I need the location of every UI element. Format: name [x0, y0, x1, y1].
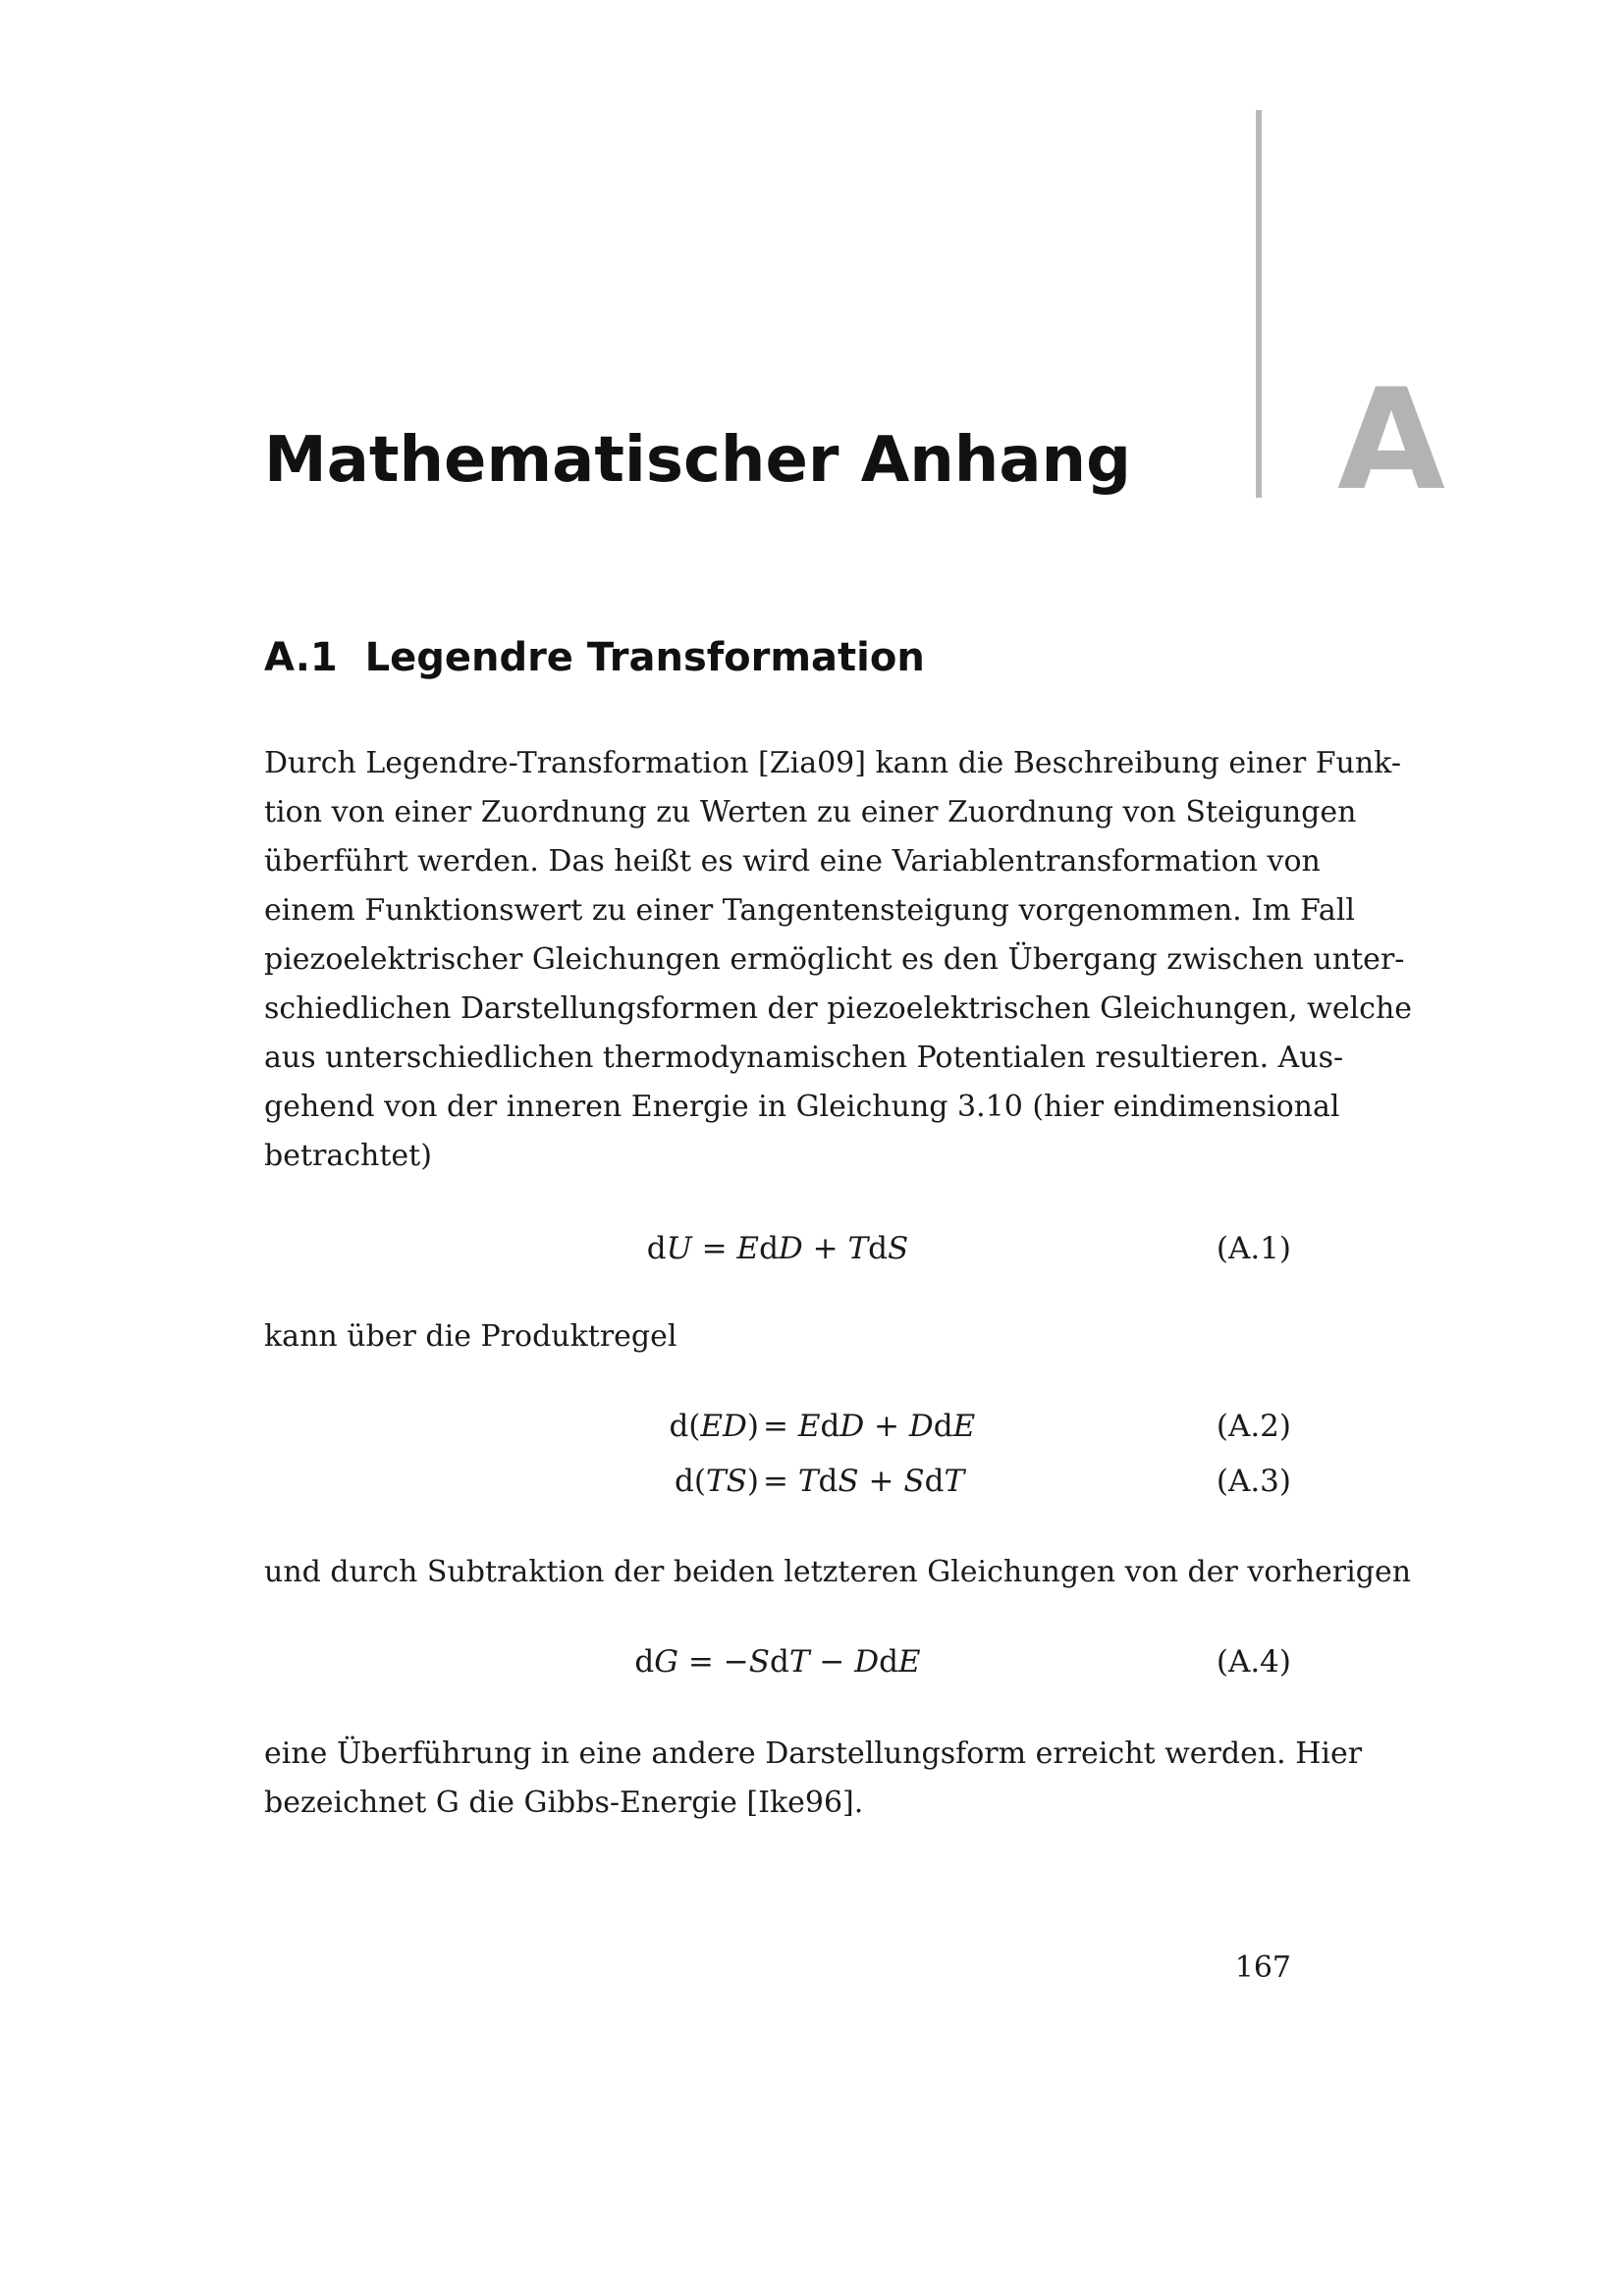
section-heading — [264, 626, 1295, 689]
paragraph-product-rule — [264, 1312, 1291, 1362]
text-line: überführt werden. Das heißt es wird eine Variablentransformation von — [264, 844, 1321, 879]
text-line: betrachtet) — [264, 1139, 432, 1173]
paragraph-conclusion — [264, 1730, 1363, 1828]
equation-body: dU = EdD + TdS — [646, 1231, 909, 1266]
text-line: tion von einer Zuordnung zu Werten zu einer Zuordnung von Steigungen — [264, 795, 1357, 829]
text-line: bezeichnet G die Gibbs-Energie [Ike96]. — [264, 1786, 864, 1820]
page-number: 167 — [1234, 1950, 1291, 1985]
paragraph-intro — [264, 739, 1413, 1181]
equation-a3 — [264, 1456, 1291, 1507]
text-line: kann über die Produktregel — [264, 1319, 677, 1354]
equation-number: (A.1) — [1216, 1231, 1291, 1266]
equation-body: dG = −SdT − DdE — [634, 1644, 921, 1680]
equation-a4 — [264, 1636, 1291, 1687]
text-line: einem Funktionswert zu einer Tangentensteigung vorgenommen. Im Fall — [264, 893, 1355, 928]
equation-lhs: d(TS) — [675, 1464, 759, 1499]
text-line: piezoelektrischer Gleichungen ermöglicht es den Übergang zwischen unter- — [264, 942, 1405, 977]
section-number: A.1 — [264, 635, 338, 680]
equation-number: (A.3) — [1216, 1464, 1291, 1499]
text-line: eine Überführung in eine andere Darstellungsform erreicht werden. Hier — [264, 1736, 1363, 1771]
equation-number: (A.4) — [1216, 1644, 1291, 1680]
text-line: schiedlichen Darstellungsformen der piezoelektrischen Gleichungen, welche — [264, 991, 1413, 1026]
equation-rhs: = TdS + SdT — [763, 1464, 965, 1499]
text-line: aus unterschiedlichen thermodynamischen Potentialen resultieren. Aus- — [264, 1041, 1344, 1075]
text-line: Durch Legendre-Transformation [Zia09] kann die Beschreibung einer Funk- — [264, 746, 1401, 780]
section-title: Legendre Transformation — [364, 635, 925, 680]
chapter-letter: A — [1337, 359, 1445, 521]
equation-rhs: = EdD + DdE — [763, 1409, 976, 1444]
equation-a2 — [264, 1401, 1291, 1452]
equation-a1 — [264, 1223, 1291, 1274]
text-line: gehend von der inneren Energie in Gleichung 3.10 (hier eindimensional — [264, 1090, 1340, 1124]
chapter-divider-rule — [1256, 110, 1262, 498]
equation-lhs: d(ED) — [669, 1409, 759, 1444]
equation-number: (A.2) — [1216, 1409, 1291, 1444]
text-line: und durch Subtraktion der beiden letzteren Gleichungen von der vorherigen — [264, 1555, 1412, 1589]
paragraph-subtraction — [264, 1548, 1412, 1597]
chapter-title: Mathematischer Anhang — [264, 424, 1131, 497]
